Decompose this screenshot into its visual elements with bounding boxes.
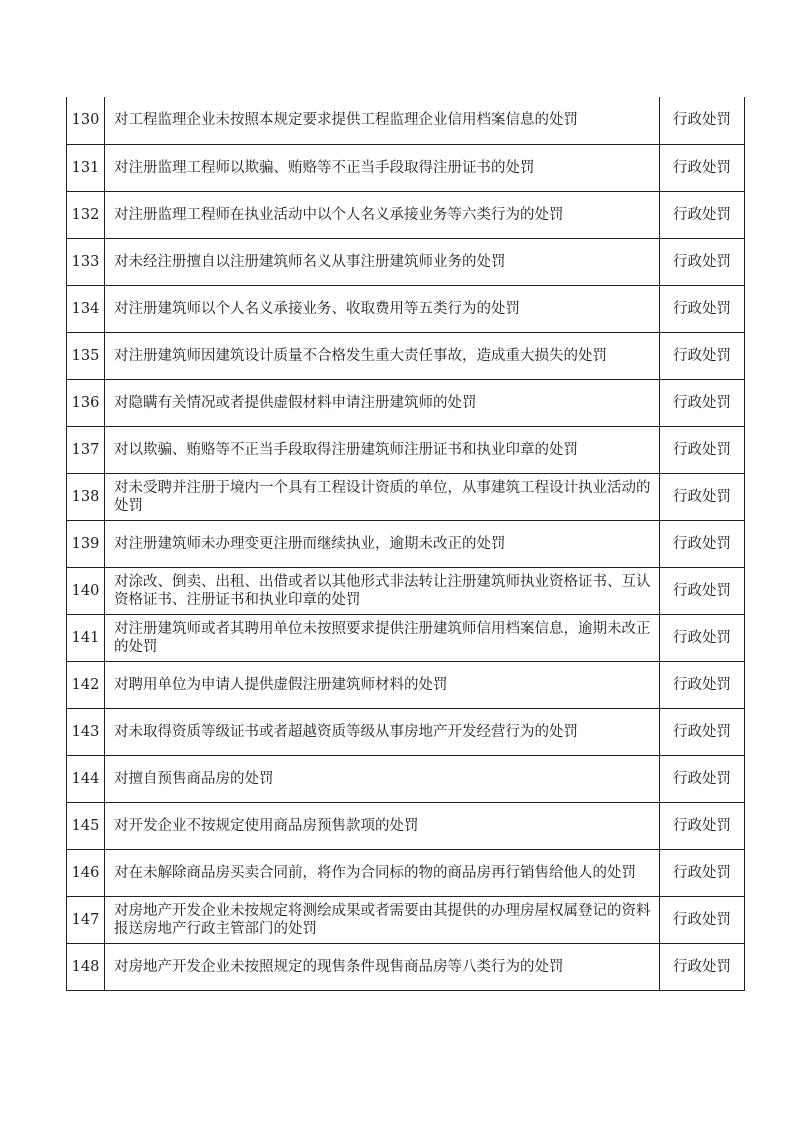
item-type: 行政处罚 <box>660 473 745 520</box>
item-description: 对注册建筑师因建筑设计质量不合格发生重大责任事故，造成重大损失的处罚 <box>105 332 660 379</box>
item-description: 对房地产开发企业未按规定将测绘成果或者需要由其提供的办理房屋权属登记的资料报送房地产行政主管部门的处罚 <box>105 896 660 943</box>
item-description: 对注册建筑师或者其聘用单位未按照要求提供注册建筑师信用档案信息，逾期未改正的处罚 <box>105 614 660 661</box>
item-description: 对注册建筑师以个人名义承接业务、收取费用等五类行为的处罚 <box>105 285 660 332</box>
item-description: 对房地产开发企业未按照规定的现售条件现售商品房等八类行为的处罚 <box>105 943 660 990</box>
item-description: 对开发企业不按规定使用商品房预售款项的处罚 <box>105 802 660 849</box>
table-row <box>67 191 745 238</box>
item-type: 行政处罚 <box>660 97 745 144</box>
item-type: 行政处罚 <box>660 285 745 332</box>
table-row <box>67 755 745 802</box>
table-row <box>67 896 745 943</box>
item-description: 对注册监理工程师在执业活动中以个人名义承接业务等六类行为的处罚 <box>105 191 660 238</box>
item-description: 对聘用单位为申请人提供虚假注册建筑师材料的处罚 <box>105 661 660 708</box>
table-row <box>67 708 745 755</box>
table-row <box>67 97 745 144</box>
table-row <box>67 379 745 426</box>
item-description: 对未取得资质等级证书或者超越资质等级从事房地产开发经营行为的处罚 <box>105 708 660 755</box>
item-number: 144 <box>67 755 105 802</box>
item-number: 139 <box>67 520 105 567</box>
item-number: 143 <box>67 708 105 755</box>
item-type: 行政处罚 <box>660 849 745 896</box>
item-type: 行政处罚 <box>660 567 745 614</box>
item-type: 行政处罚 <box>660 426 745 473</box>
item-type: 行政处罚 <box>660 708 745 755</box>
table-row <box>67 332 745 379</box>
item-description: 对未经注册擅自以注册建筑师名义从事注册建筑师业务的处罚 <box>105 238 660 285</box>
item-number: 130 <box>67 97 105 144</box>
table-row <box>67 802 745 849</box>
table-row <box>67 285 745 332</box>
item-type: 行政处罚 <box>660 379 745 426</box>
item-type: 行政处罚 <box>660 755 745 802</box>
table-row <box>67 661 745 708</box>
item-number: 146 <box>67 849 105 896</box>
item-number: 147 <box>67 896 105 943</box>
item-number: 132 <box>67 191 105 238</box>
table-row <box>67 426 745 473</box>
item-number: 134 <box>67 285 105 332</box>
table-body <box>67 97 745 990</box>
table-row <box>67 238 745 285</box>
item-description: 对以欺骗、贿赂等不正当手段取得注册建筑师注册证书和执业印章的处罚 <box>105 426 660 473</box>
item-number: 133 <box>67 238 105 285</box>
item-number: 138 <box>67 473 105 520</box>
table-row <box>67 614 745 661</box>
item-type: 行政处罚 <box>660 332 745 379</box>
table-row <box>67 943 745 990</box>
item-number: 135 <box>67 332 105 379</box>
item-description: 对隐瞒有关情况或者提供虚假材料申请注册建筑师的处罚 <box>105 379 660 426</box>
item-number: 140 <box>67 567 105 614</box>
item-number: 136 <box>67 379 105 426</box>
table-row <box>67 567 745 614</box>
item-number: 145 <box>67 802 105 849</box>
item-type: 行政处罚 <box>660 520 745 567</box>
item-type: 行政处罚 <box>660 802 745 849</box>
item-type: 行政处罚 <box>660 896 745 943</box>
penalty-items-table <box>66 97 745 991</box>
item-description: 对擅自预售商品房的处罚 <box>105 755 660 802</box>
item-type: 行政处罚 <box>660 191 745 238</box>
item-description: 对注册监理工程师以欺骗、贿赂等不正当手段取得注册证书的处罚 <box>105 144 660 191</box>
item-type: 行政处罚 <box>660 943 745 990</box>
item-number: 137 <box>67 426 105 473</box>
item-number: 131 <box>67 144 105 191</box>
item-description: 对注册建筑师未办理变更注册而继续执业，逾期未改正的处罚 <box>105 520 660 567</box>
item-number: 142 <box>67 661 105 708</box>
item-description: 对在未解除商品房买卖合同前，将作为合同标的物的商品房再行销售给他人的处罚 <box>105 849 660 896</box>
item-number: 148 <box>67 943 105 990</box>
item-number: 141 <box>67 614 105 661</box>
item-description: 对工程监理企业未按照本规定要求提供工程监理企业信用档案信息的处罚 <box>105 97 660 144</box>
item-description: 对未受聘并注册于境内一个具有工程设计资质的单位，从事建筑工程设计执业活动的处罚 <box>105 473 660 520</box>
item-type: 行政处罚 <box>660 144 745 191</box>
table-row <box>67 144 745 191</box>
item-description: 对涂改、倒卖、出租、出借或者以其他形式非法转让注册建筑师执业资格证书、互认资格证书、注册证书和执业印章的处罚 <box>105 567 660 614</box>
item-type: 行政处罚 <box>660 661 745 708</box>
item-type: 行政处罚 <box>660 238 745 285</box>
table-row <box>67 473 745 520</box>
table-row <box>67 520 745 567</box>
item-type: 行政处罚 <box>660 614 745 661</box>
table-row <box>67 849 745 896</box>
